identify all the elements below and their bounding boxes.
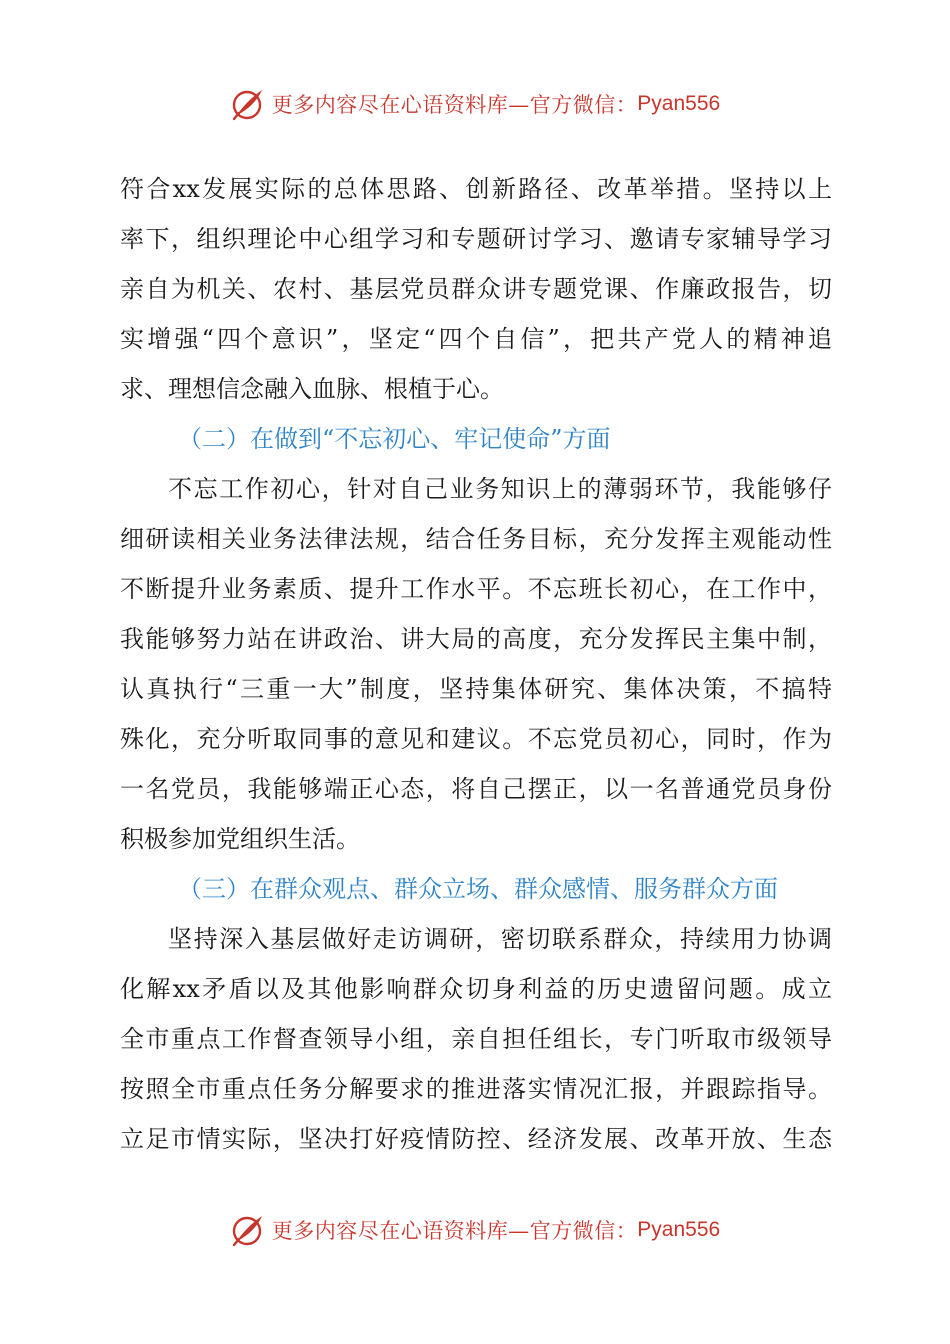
paragraph-line: 按照全市重点任务分解要求的推进落实情况汇报，并跟踪指导。	[120, 1075, 832, 1103]
paragraph-line: 不忘工作初心，针对自己业务知识上的薄弱环节，我能够仔	[168, 475, 832, 503]
paragraph-line: 殊化，充分听取同事的意见和建议。不忘党员初心，同时，作为	[120, 725, 832, 753]
header-banner	[0, 84, 950, 124]
section-heading: （二）在做到“不忘初心、牢记使命”方面	[178, 425, 611, 453]
paragraph-line: 化解xx矛盾以及其他影响群众切身利益的历史遗留问题。成立	[120, 975, 832, 1003]
paragraph-line: 全市重点工作督查领导小组，亲自担任组长，专门听取市级领导	[120, 1025, 832, 1053]
paragraph-line: 细研读相关业务法律法规，结合任务目标，充分发挥主观能动性	[120, 525, 832, 553]
banner-handle: Pyan556	[637, 92, 721, 115]
paragraph-line: 积极参加党组织生活。	[120, 825, 360, 853]
banner-text: 更多内容尽在心语资料库—官方微信：	[271, 1219, 638, 1243]
paragraph-line: 我能够努力站在讲政治、讲大局的高度，充分发挥民主集中制，	[120, 625, 832, 653]
paragraph-line: 率下，组织理论中心组学习和专题研讨学习、邀请专家辅导学习	[120, 225, 832, 253]
section-heading: （三）在群众观点、群众立场、群众感情、服务群众方面	[178, 875, 778, 903]
quill-logo-icon	[230, 1212, 266, 1248]
banner-text: 更多内容尽在心语资料库—官方微信：	[271, 93, 638, 117]
quill-logo-icon	[230, 86, 266, 122]
paragraph-line: 不断提升业务素质、提升工作水平。不忘班长初心，在工作中，	[120, 575, 832, 603]
paragraph-line: 求、理想信念融入血脉、根植于心。	[120, 375, 504, 403]
paragraph-line: 立足市情实际，坚决打好疫情防控、经济发展、改革开放、生态	[120, 1125, 832, 1153]
paragraph-line: 坚持深入基层做好走访调研，密切联系群众，持续用力协调	[168, 925, 832, 953]
paragraph-line: 亲自为机关、农村、基层党员群众讲专题党课、作廉政报告，切	[120, 275, 832, 303]
document-body	[120, 164, 832, 1164]
footer-banner	[0, 1210, 950, 1250]
paragraph-line: 符合xx发展实际的总体思路、创新路径、改革举措。坚持以上	[120, 175, 832, 203]
paragraph-line: 一名党员，我能够端正心态，将自己摆正，以一名普通党员身份	[120, 775, 832, 803]
paragraph-line: 实增强“四个意识”，坚定“四个自信”，把共产党人的精神追	[120, 325, 832, 353]
banner-handle: Pyan556	[637, 1218, 721, 1241]
paragraph-line: 认真执行“三重一大”制度，坚持集体研究、集体决策，不搞特	[120, 675, 832, 703]
